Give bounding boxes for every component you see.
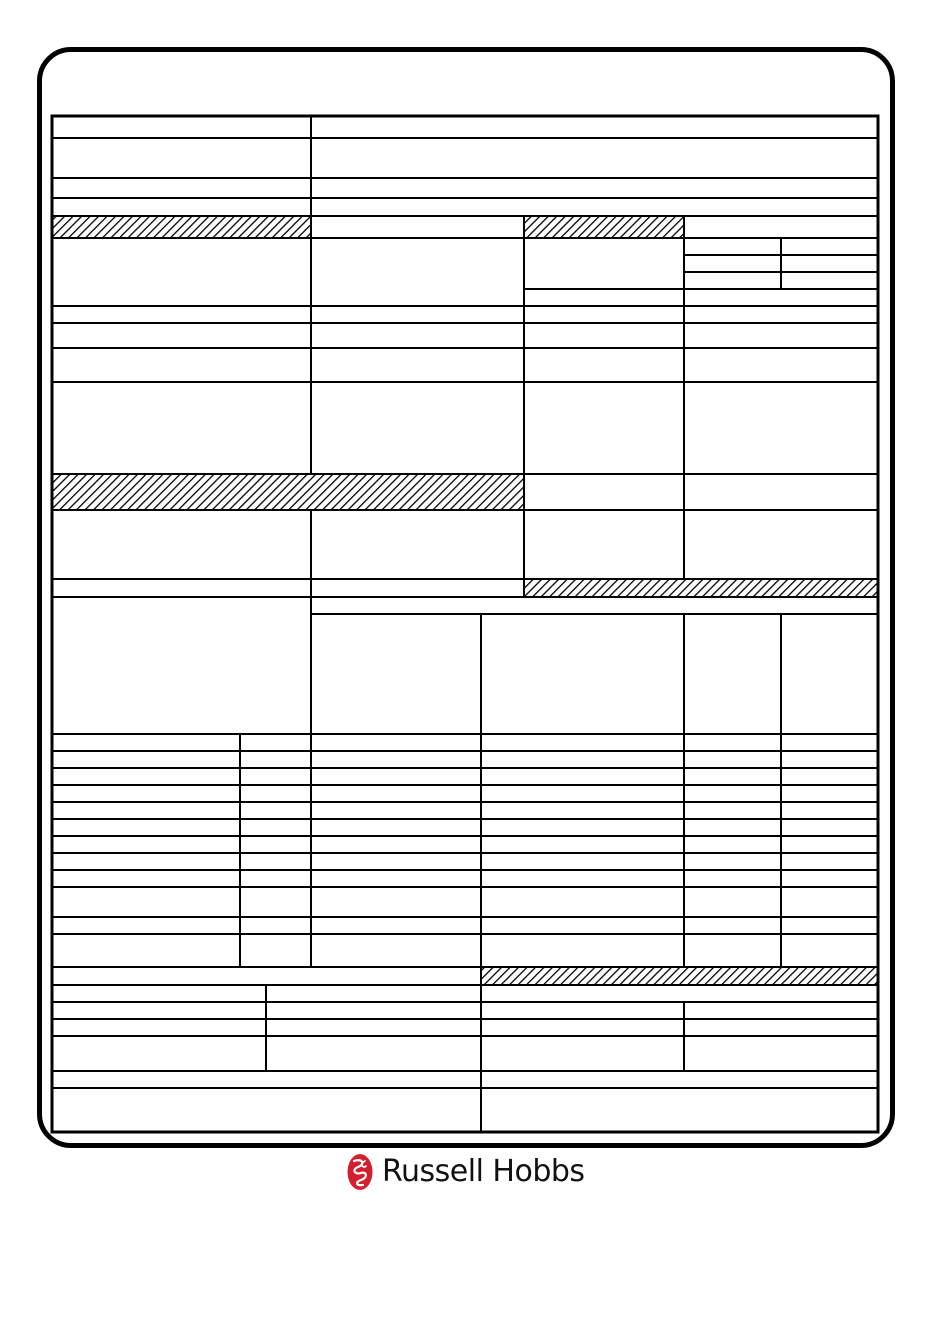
cell-r10-b (311, 382, 524, 474)
cell-r4-value (311, 198, 878, 216)
cell-r6-d3 (684, 272, 781, 289)
cell-r11-c (524, 474, 684, 510)
cell-r6-c2 (524, 289, 684, 306)
row4-d (481, 785, 684, 802)
cell-r6-c (524, 238, 684, 289)
cell-r14-b (311, 614, 481, 734)
row5-e (684, 802, 781, 819)
row1-c (311, 734, 481, 751)
cell-r14-c (481, 614, 684, 734)
cell-r7-c (524, 306, 684, 323)
cell-r5-b (311, 216, 524, 238)
row10-c (311, 887, 481, 917)
hatch-cell-e (481, 967, 878, 985)
cell-r6-a (52, 238, 311, 306)
cell-r14-e (781, 614, 878, 734)
cell-r6-e2 (781, 255, 878, 272)
row11-b (240, 917, 311, 934)
row1-d (481, 734, 684, 751)
row1-f (781, 734, 878, 751)
cell-r6-e3 (781, 272, 878, 289)
cell-r16-a (52, 985, 266, 1002)
row11-d (481, 917, 684, 934)
row12-f (781, 934, 878, 967)
row7-e (684, 836, 781, 853)
row4-c (311, 785, 481, 802)
row12-a (52, 934, 240, 967)
brand-name: Russell Hobbs (382, 1154, 585, 1189)
cell-r19-d (684, 1036, 878, 1071)
cell-r1-value (311, 116, 878, 138)
row2-b (240, 751, 311, 768)
cell-r7-b (311, 306, 524, 323)
row12-c (311, 934, 481, 967)
cell-r8-b (311, 323, 524, 348)
row12-d (481, 934, 684, 967)
row4-b (240, 785, 311, 802)
table-body (52, 734, 878, 967)
cell-r20-a (52, 1071, 481, 1088)
cell-r18-b (266, 1019, 481, 1036)
hatch-cell-d (524, 579, 878, 597)
cell-r7-d (684, 306, 878, 323)
cell-r20-b (481, 1071, 878, 1088)
row6-b (240, 819, 311, 836)
cell-r6-d2 (684, 255, 781, 272)
row9-e (684, 870, 781, 887)
cell-r16-b (266, 985, 481, 1002)
cell-r9-d (684, 348, 878, 382)
row11-e (684, 917, 781, 934)
row8-b (240, 853, 311, 870)
cell-r17-d (684, 1002, 878, 1019)
row8-d (481, 853, 684, 870)
cell-r15-a (52, 967, 481, 985)
row5-b (240, 802, 311, 819)
row7-a (52, 836, 240, 853)
cell-r19-b (266, 1036, 481, 1071)
row2-c (311, 751, 481, 768)
row9-c (311, 870, 481, 887)
row1-b (240, 734, 311, 751)
cell-r14-d (684, 614, 781, 734)
cell-r3-label (52, 178, 311, 198)
cell-r17-a (52, 1002, 266, 1019)
cell-r6-d4 (684, 289, 878, 306)
row11-a (52, 917, 240, 934)
cell-r8-c (524, 323, 684, 348)
row4-a (52, 785, 240, 802)
row3-f (781, 768, 878, 785)
cell-r17-c (481, 1002, 684, 1019)
hatch-cell-b (524, 216, 684, 238)
row3-a (52, 768, 240, 785)
cell-r9-c (524, 348, 684, 382)
row2-a (52, 751, 240, 768)
cell-r12-b (311, 510, 524, 579)
cell-r5-d (684, 216, 878, 238)
cell-r21-b (481, 1088, 878, 1132)
row9-b (240, 870, 311, 887)
row10-a (52, 887, 240, 917)
cell-r21-a (52, 1088, 481, 1132)
row4-e (684, 785, 781, 802)
row8-f (781, 853, 878, 870)
cell-r7-a (52, 306, 311, 323)
cell-r6-d1 (684, 238, 781, 255)
cell-r18-c (481, 1019, 684, 1036)
row6-d (481, 819, 684, 836)
cell-r12-c (524, 510, 684, 579)
cell-r10-a (52, 382, 311, 474)
row11-f (781, 917, 878, 934)
row12-e (684, 934, 781, 967)
row9-d (481, 870, 684, 887)
row5-c (311, 802, 481, 819)
row6-c (311, 819, 481, 836)
cell-r10-c (524, 382, 684, 474)
row6-e (684, 819, 781, 836)
hatch-cell-c (52, 474, 524, 510)
row8-c (311, 853, 481, 870)
cell-r18-d (684, 1019, 878, 1036)
cell-r14-head (311, 597, 878, 614)
cell-r13-a (52, 579, 311, 597)
cell-r2-value (311, 138, 878, 178)
row7-d (481, 836, 684, 853)
row3-b (240, 768, 311, 785)
row3-c (311, 768, 481, 785)
cell-r6-b (311, 238, 524, 306)
row1-a (52, 734, 240, 751)
row10-f (781, 887, 878, 917)
cell-r9-b (311, 348, 524, 382)
row3-d (481, 768, 684, 785)
row5-a (52, 802, 240, 819)
hatch-cell-a (52, 216, 311, 238)
row2-d (481, 751, 684, 768)
cell-r4-label (52, 198, 311, 216)
row10-b (240, 887, 311, 917)
row7-c (311, 836, 481, 853)
cell-r1-label (52, 116, 311, 138)
cell-r9-a (52, 348, 311, 382)
row6-a (52, 819, 240, 836)
cell-r12-d (684, 510, 878, 579)
cell-r13-b (311, 579, 524, 597)
row9-f (781, 870, 878, 887)
cell-r3-value (311, 178, 878, 198)
cell-r19-a (52, 1036, 266, 1071)
row8-a (52, 853, 240, 870)
cell-r8-a (52, 323, 311, 348)
cell-r17-b (266, 1002, 481, 1019)
cell-r2-label (52, 138, 311, 178)
row6-f (781, 819, 878, 836)
cell-r11-d (684, 474, 878, 510)
cell-r14-a (52, 597, 311, 734)
row3-e (684, 768, 781, 785)
row1-e (684, 734, 781, 751)
cell-r8-d (684, 323, 878, 348)
row4-f (781, 785, 878, 802)
cell-r19-c (481, 1036, 684, 1071)
row10-e (684, 887, 781, 917)
row11-c (311, 917, 481, 934)
row5-f (781, 802, 878, 819)
cell-r18-a (52, 1019, 266, 1036)
row9-a (52, 870, 240, 887)
row2-e (684, 751, 781, 768)
row10-d (481, 887, 684, 917)
russell-hobbs-emblem-icon (346, 1152, 374, 1192)
row12-b (240, 934, 311, 967)
cell-r12-a (52, 510, 311, 579)
row7-b (240, 836, 311, 853)
row7-f (781, 836, 878, 853)
row2-f (781, 751, 878, 768)
row5-d (481, 802, 684, 819)
cell-r10-d (684, 382, 878, 474)
brand-logo (346, 1150, 606, 1194)
row8-e (684, 853, 781, 870)
cell-r16-c (481, 985, 878, 1002)
cell-r6-e1 (781, 238, 878, 255)
